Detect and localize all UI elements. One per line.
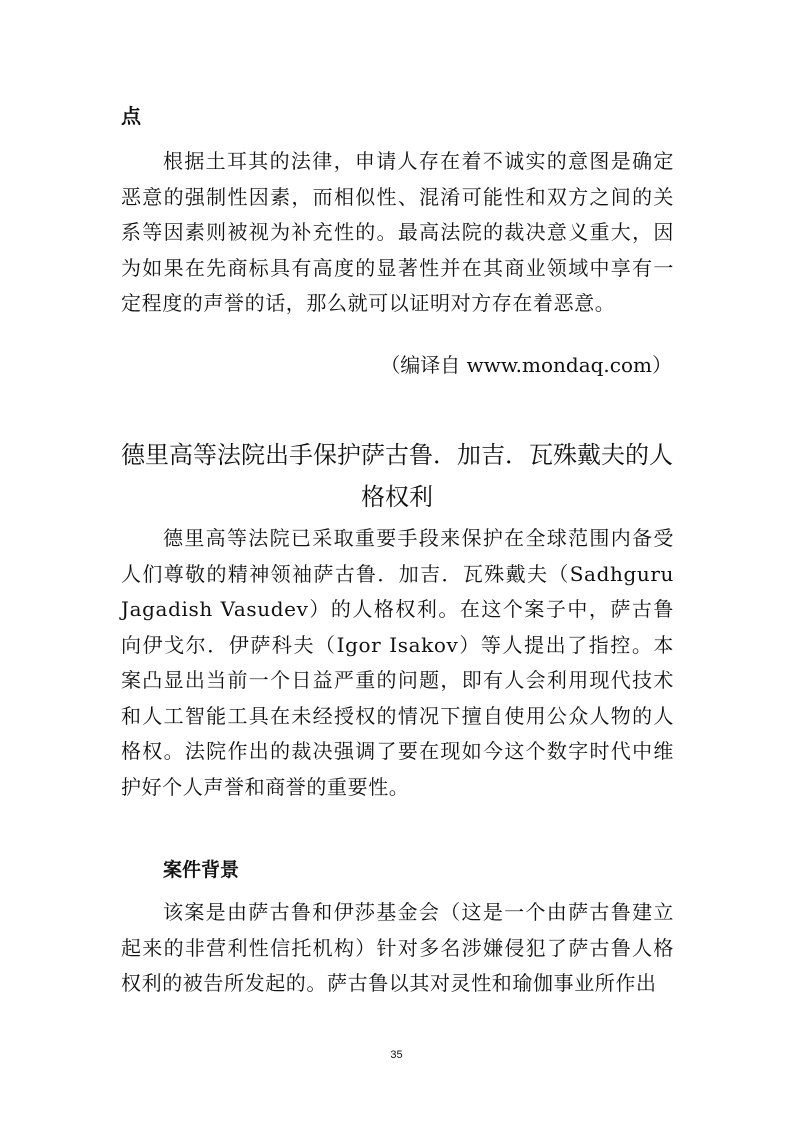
paragraph-case-background: 该案是由萨古鲁和伊莎基金会（这是一个由萨古鲁建立起来的非营利性信托机构）针对多名涉嫌侵犯了萨古鲁人格权利的被告所发起的。萨古鲁以其对灵性和瑜伽事业所作出 [121,900,674,995]
section-heading-case-background: 案件背景 [163,859,240,881]
fragment-heading: 点 [121,104,141,128]
article-title: 德里高等法院出手保护萨古鲁．加吉．瓦殊戴夫的人格权利 [121,441,673,511]
paragraph-turkey-bad-faith: 根据土耳其的法律，申请人存在着不诚实的意图是确定恶意的强制性因素，而相似性、混淆可能性和双方之间的关系等因素则被视为补充性的。最高法院的裁决意义重大，因为如果在先商标具有高度的显著性并在其商业领域中享有一定程度的声誉的话，那么就可以证明对方存在着恶意。 [121,149,674,315]
page-number: 35 [390,1049,403,1061]
source-note: （编译自 www.mondaq.com） [380,353,672,377]
paragraph-intro: 德里高等法院已采取重要手段来保护在全球范围内备受人们尊敬的精神领袖萨古鲁．加吉．瓦殊戴夫（Sadhguru Jagadish Vasudev）的人格权利。在这个案子中，萨古鲁向伊戈尔．伊萨科夫（Igor Isakov）等人提出了指控。本案凸显出当前一个日益严重的问题，即有人会利用现代技术和人工智能工具在未经授权的情况下擅自使用公众人物的人格权。法院作出的裁决强调了要在现如今这个数字时代中维护好个人声誉和商誉的重要性。 [121,526,674,799]
